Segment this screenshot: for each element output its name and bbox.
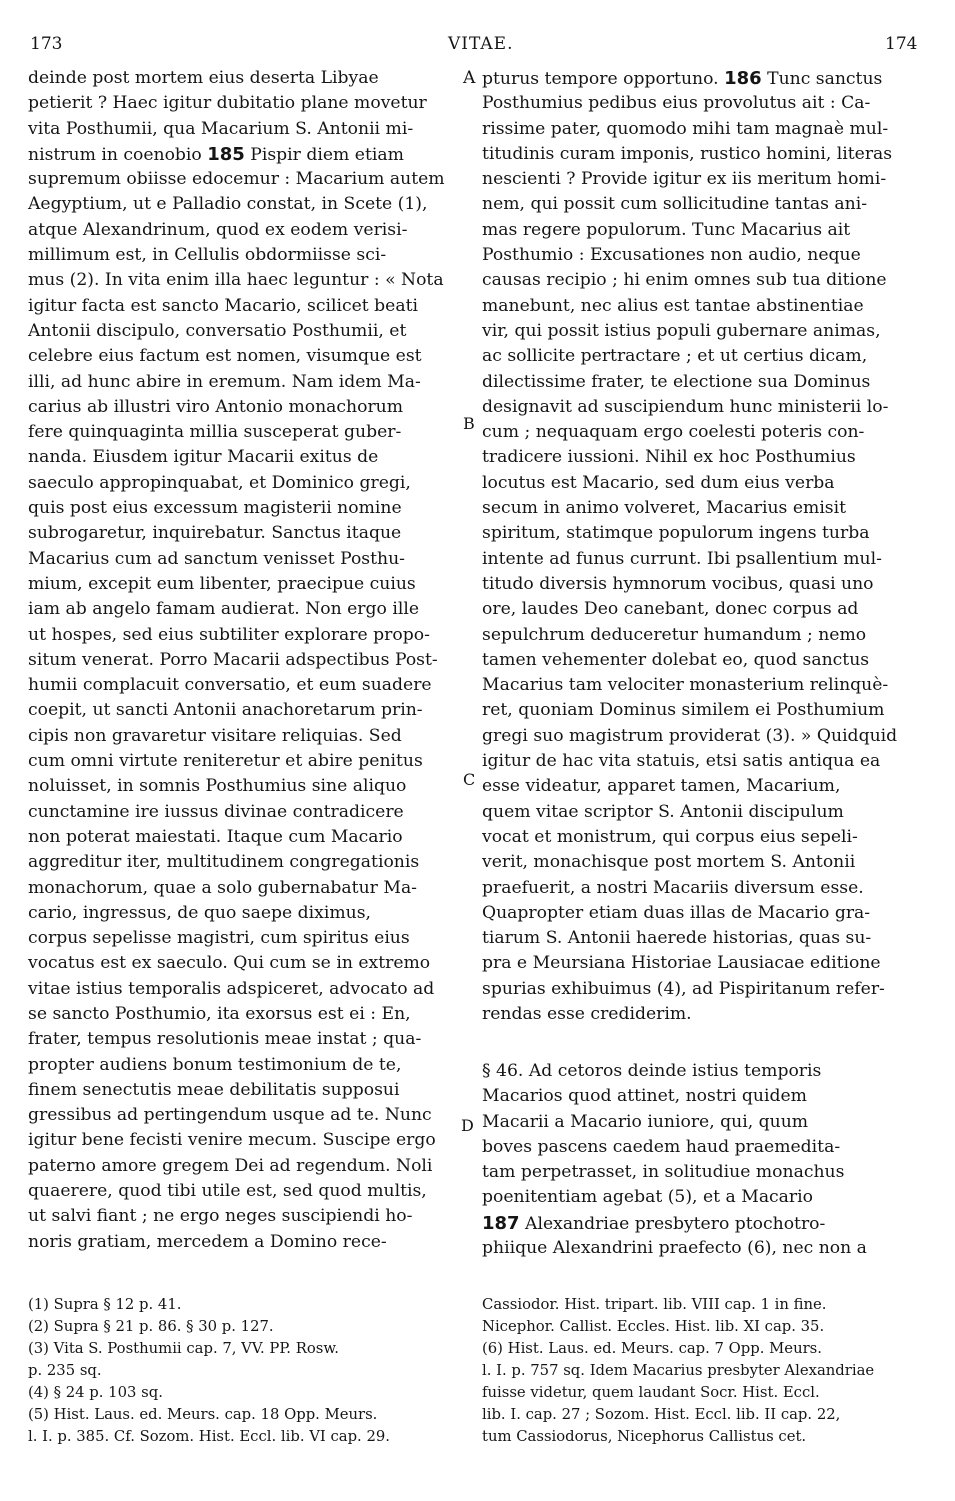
line-text: propter audiens bonum testimonium de te, xyxy=(28,1054,402,1075)
line-text: (5) Hist. Laus. ed. Meurs. cap. 18 Opp. Meurs. xyxy=(28,1406,378,1423)
line-text: se sancto Posthumio, ita exorsus est ei : En, xyxy=(28,1003,411,1024)
text-line xyxy=(482,648,915,673)
line-text: p. 235 sq. xyxy=(28,1362,102,1379)
text-line xyxy=(482,1084,915,1109)
text-line xyxy=(28,294,458,319)
text-line xyxy=(28,319,458,344)
footnote-line xyxy=(28,1294,458,1316)
line-text: noluisset, in somnis Posthumius sine aliquo xyxy=(28,776,407,797)
line-text: intente ad funus currunt. Ibi psallentium mul- xyxy=(482,548,882,569)
text-line xyxy=(28,1154,458,1179)
line-text: esse videatur, apparet tamen, Macarium, xyxy=(482,776,841,797)
text-line xyxy=(28,572,458,597)
text-line xyxy=(482,142,915,167)
line-text: Pispir diem etiam xyxy=(244,144,404,165)
text-line xyxy=(28,1103,458,1128)
line-text: l. I. p. 385. Cf. Sozom. Hist. Eccl. lib. VI cap. 29. xyxy=(28,1428,390,1445)
text-line xyxy=(482,698,915,723)
line-text: (2) Supra § 21 p. 86. § 30 p. 127. xyxy=(28,1318,274,1335)
line-text: § 46. Ad cetoros deinde istius temporis xyxy=(482,1061,822,1081)
line-text: fere quinquaginta millia susceperat guber- xyxy=(28,422,402,443)
text-line xyxy=(482,268,915,293)
text-line xyxy=(28,218,458,243)
text-line xyxy=(482,977,915,1002)
line-text: vita Posthumii, qua Macarium S. Antonii mi- xyxy=(28,118,414,139)
text-line xyxy=(28,850,458,875)
section-number: 186 xyxy=(724,68,762,89)
text-line xyxy=(482,800,915,825)
footnote-line xyxy=(28,1382,458,1404)
text-line xyxy=(28,648,458,673)
line-text: ut salvi fiant ; ne ergo neges suscipiendi ho- xyxy=(28,1206,413,1227)
line-text: cipis non gravaretur visitare reliquias. Sed xyxy=(28,725,402,746)
line-text: atque Alexandrinum, quod ex eodem verisi- xyxy=(28,219,408,240)
line-text: frater, tempus resolutionis meae instat ; qua- xyxy=(28,1029,422,1050)
line-text: verit, monachisque post mortem S. Antonii xyxy=(482,852,856,873)
text-line xyxy=(482,471,915,496)
text-line xyxy=(482,117,915,142)
text-line xyxy=(482,521,915,546)
text-line xyxy=(28,268,458,293)
line-text: l. I. p. 757 sq. Idem Macarius presbyter Alexandriae xyxy=(482,1362,875,1379)
text-line xyxy=(482,91,915,116)
footnote-line xyxy=(482,1338,915,1360)
line-text: (6) Hist. Laus. ed. Meurs. cap. 7 Opp. Meurs. xyxy=(482,1340,822,1357)
right-column-text xyxy=(482,66,915,1027)
section-number: 185 xyxy=(207,143,245,165)
line-text: quaerere, quod tibi utile est, sed quod multis, xyxy=(28,1181,427,1202)
line-text: spurias exhibuimus (4), ad Pispiritanum refer- xyxy=(482,978,885,999)
line-text: quem vitae scriptor S. Antonii discipulum xyxy=(482,801,844,822)
text-line xyxy=(482,218,915,243)
line-text: igitur de hac vita statuis, etsi satis antiqua ea xyxy=(482,751,881,772)
line-text: titudinis curam imponis, rustico homini, literas xyxy=(482,143,893,164)
line-text: (3) Vita S. Posthumii cap. 7, VV. PP. Rosw. xyxy=(28,1340,339,1357)
line-text: secum in animo volveret, Macarius emisit xyxy=(482,498,847,519)
line-text: iam ab angelo famam audierat. Non ergo ille xyxy=(28,599,419,620)
text-line xyxy=(28,167,458,192)
text-line xyxy=(482,876,915,901)
line-text: Antonii discipulo, conversatio Posthumii, et xyxy=(28,320,407,341)
text-line xyxy=(28,243,458,268)
line-text: vocat et monistrum, qui corpus eius sepeli- xyxy=(482,826,858,847)
text-line xyxy=(28,926,458,951)
line-text: pra e Meursiana Historiae Lausiacae editione xyxy=(482,953,881,974)
text-line xyxy=(28,496,458,521)
line-text: quis post eius excessum magisterii nomine xyxy=(28,498,402,519)
text-line xyxy=(482,66,915,91)
text-line xyxy=(28,825,458,850)
line-text: phiique Alexandrini praefecto (6), nec non a xyxy=(482,1238,867,1259)
text-line xyxy=(28,1230,458,1255)
line-text: ore, laudes Deo canebant, donec corpus ad xyxy=(482,599,859,620)
text-line xyxy=(482,926,915,951)
text-line xyxy=(28,673,458,698)
text-line xyxy=(482,294,915,319)
line-text: celebre eius factum est nomen, visumque est xyxy=(28,346,422,367)
footnote-line xyxy=(482,1404,915,1426)
line-text: finem senectutis meae debilitatis supposui xyxy=(28,1079,400,1100)
text-line xyxy=(482,724,915,749)
footnote-line xyxy=(28,1426,458,1448)
line-text: pturus tempore opportuno. xyxy=(482,69,725,89)
line-text: humii complacuit conversatio, et eum suadere xyxy=(28,675,432,696)
line-text: ret, quoniam Dominus similem ei Posthumium xyxy=(482,700,885,721)
line-text: corpus sepelisse magistri, cum spiritus eius xyxy=(28,928,410,949)
margin-letter-b: B xyxy=(463,414,475,433)
line-text: gressibus ad pertingendum usque ad te. Nunc xyxy=(28,1105,432,1126)
line-text: gregi suo magistrum providerat (3). » Quidquid xyxy=(482,725,898,746)
line-text: praefuerit, a nostri Macariis diversum esse. xyxy=(482,877,864,898)
line-text: nanda. Eiusdem igitur Macarii exitus de xyxy=(28,447,379,468)
line-text: boves pascens caedem haud praemedita- xyxy=(482,1136,841,1157)
line-text: aggreditur iter, multitudinem congregationis xyxy=(28,852,420,873)
text-line xyxy=(28,420,458,445)
line-text: Macarios quod attinet, nostri quidem xyxy=(482,1086,807,1107)
line-text: monachorum, quae a solo gubernabatur Ma- xyxy=(28,877,417,898)
line-text: manebunt, nec alius est tantae abstinentiae xyxy=(482,295,864,316)
line-text: Nicephor. Callist. Eccles. Hist. lib. XI cap. 35. xyxy=(482,1318,825,1335)
section-number: 187 xyxy=(482,1212,520,1234)
line-text: Posthumio : Excusationes non audio, neque xyxy=(482,245,861,266)
text-line xyxy=(28,1027,458,1052)
text-line xyxy=(28,142,458,167)
text-line xyxy=(28,698,458,723)
text-line xyxy=(482,547,915,572)
text-line xyxy=(482,1135,915,1160)
line-text: coepit, ut sancti Antonii anachoretarum prin- xyxy=(28,700,423,721)
line-text: noris gratiam, mercedem a Domino rece- xyxy=(28,1231,387,1252)
line-text: designavit ad suscipiendum hunc ministerii lo- xyxy=(482,396,889,417)
text-line xyxy=(482,623,915,648)
line-text: cario, ingressus, de quo saepe diximus, xyxy=(28,902,372,923)
text-line xyxy=(482,445,915,470)
text-line xyxy=(482,1236,915,1261)
line-text: petierit ? Haec igitur dubitatio plane movetur xyxy=(28,93,427,114)
text-line xyxy=(28,800,458,825)
text-line xyxy=(482,1110,915,1135)
text-line xyxy=(28,117,458,142)
text-line xyxy=(28,1002,458,1027)
line-text: sepulchrum deduceretur humandum ; nemo xyxy=(482,624,867,645)
line-text: ac sollicite pertractare ; et ut certius dicam, xyxy=(482,346,868,367)
line-text: Quapropter etiam duas illas de Macario gra- xyxy=(482,902,871,923)
text-line xyxy=(28,597,458,622)
line-text: cum ; nequaquam ergo coelesti poteris con- xyxy=(482,422,865,443)
line-text: nem, qui possit cum sollicitudine tantas ani- xyxy=(482,194,868,215)
line-text: causas recipio ; hi enim omnes sub tua ditione xyxy=(482,270,887,291)
text-line xyxy=(482,1002,915,1027)
text-line xyxy=(482,749,915,774)
line-text: vitae istius temporalis adspiceret, advocato ad xyxy=(28,978,435,999)
footnote-line xyxy=(482,1426,915,1448)
line-text: igitur facta est sancto Macario, scilicet beati xyxy=(28,295,418,316)
line-text: Posthumius pedibus eius provolutus ait : Ca- xyxy=(482,93,871,114)
text-line xyxy=(482,1059,915,1084)
line-text: subrogaretur, inquirebatur. Sanctus itaque xyxy=(28,523,402,544)
line-text: supremum obiisse edocemur : Macarium autem xyxy=(28,169,445,190)
right-column-section-46 xyxy=(482,1059,915,1261)
text-line xyxy=(28,547,458,572)
line-text: vocatus est ex saeculo. Qui cum se in extremo xyxy=(28,953,431,974)
line-text: tradicere iussioni. Nihil ex hoc Posthumius xyxy=(482,447,856,468)
text-line xyxy=(482,395,915,420)
text-line xyxy=(482,344,915,369)
text-line xyxy=(482,597,915,622)
footnote-line xyxy=(28,1404,458,1426)
line-text: millimum est, in Cellulis obdormiisse sci- xyxy=(28,245,387,266)
line-text: (1) Supra § 12 p. 41. xyxy=(28,1296,182,1313)
text-line xyxy=(482,774,915,799)
left-column-text xyxy=(28,66,458,1255)
text-line xyxy=(482,1185,915,1210)
text-line xyxy=(28,1204,458,1229)
text-line xyxy=(28,749,458,774)
line-text: Macarius cum ad sanctum venisset Posthu- xyxy=(28,548,405,569)
line-text: fuisse videtur, quem laudant Socr. Hist. Eccl. xyxy=(482,1384,820,1401)
footnote-line xyxy=(482,1316,915,1338)
page-number-right: 174 xyxy=(885,34,918,54)
line-text: Tunc sanctus xyxy=(761,69,883,89)
text-line xyxy=(28,1053,458,1078)
text-line xyxy=(482,951,915,976)
line-text: carius ab illustri viro Antonio monachorum xyxy=(28,396,404,417)
text-line xyxy=(28,724,458,749)
text-line xyxy=(28,1179,458,1204)
line-text: Macarius tam velociter monasterium relinquè- xyxy=(482,675,889,696)
text-line xyxy=(482,167,915,192)
text-line xyxy=(482,850,915,875)
text-line xyxy=(28,951,458,976)
text-line xyxy=(482,243,915,268)
line-text: cunctamine ire iussus divinae contradicere xyxy=(28,801,404,822)
line-text: Cassiodor. Hist. tripart. lib. VIII cap. 1 in fine. xyxy=(482,1296,827,1313)
footnote-line xyxy=(482,1360,915,1382)
text-line xyxy=(482,1211,915,1236)
line-text: Macarii a Macario iuniore, qui, quum xyxy=(482,1111,809,1132)
footnote-line xyxy=(28,1338,458,1360)
running-title: VITAE. xyxy=(448,34,514,54)
text-line xyxy=(28,901,458,926)
footnote-line xyxy=(482,1382,915,1404)
line-text: cum omni virtute reniteretur et abire penitus xyxy=(28,751,423,772)
text-line xyxy=(28,370,458,395)
text-line xyxy=(28,445,458,470)
line-text: ut hospes, sed eius subtiliter explorare propo- xyxy=(28,624,430,645)
line-text: locutus est Macario, sed dum eius verba xyxy=(482,472,835,493)
line-text: lib. I. cap. 27 ; Sozom. Hist. Eccl. lib. II cap. 22, xyxy=(482,1406,841,1423)
line-text: rendas esse crediderim. xyxy=(482,1003,692,1024)
footnote-line xyxy=(482,1294,915,1316)
line-text: rissime pater, quomodo mihi tam magnaè mul- xyxy=(482,118,889,139)
text-line xyxy=(482,1160,915,1185)
line-text: Aegyptium, ut e Palladio constat, in Scete (1), xyxy=(28,194,428,215)
text-line xyxy=(28,66,458,91)
text-line xyxy=(28,1078,458,1103)
margin-letter-d: D xyxy=(461,1116,474,1135)
line-text: Alexandriae presbytero ptochotro- xyxy=(519,1213,826,1234)
line-text: vir, qui possit istius populi gubernare animas, xyxy=(482,320,881,341)
text-line xyxy=(28,344,458,369)
line-text: situm venerat. Porro Macarii adspectibus Post- xyxy=(28,649,438,670)
line-text: saeculo appropinquabat, et Dominico gregi, xyxy=(28,472,411,493)
footnote-line xyxy=(28,1316,458,1338)
line-text: titudo diversis hymnorum vocibus, quasi uno xyxy=(482,573,874,594)
text-line xyxy=(28,623,458,648)
text-line xyxy=(28,1128,458,1153)
text-line xyxy=(482,572,915,597)
line-text: (4) § 24 p. 103 sq. xyxy=(28,1384,163,1401)
line-text: tiarum S. Antonii haerede historias, quas su- xyxy=(482,928,872,949)
line-text: poenitentiam agebat (5), et a Macario xyxy=(482,1187,813,1208)
margin-letter-c: C xyxy=(463,770,476,789)
text-line xyxy=(28,395,458,420)
line-text: dilectissime frater, te electione sua Dominus xyxy=(482,371,871,392)
footnotes-left xyxy=(28,1294,458,1448)
line-text: tum Cassiodorus, Nicephorus Callistus cet. xyxy=(482,1428,807,1445)
line-text: spiritum, statimque populorum ingens turba xyxy=(482,523,870,544)
footnotes-right xyxy=(482,1294,915,1448)
line-text: nescienti ? Provide igitur ex iis meritum homi- xyxy=(482,169,887,190)
line-text: mium, excepit eum libenter, praecipue cuius xyxy=(28,573,416,594)
footnote-line xyxy=(28,1360,458,1382)
text-line xyxy=(482,319,915,344)
page-number-left: 173 xyxy=(30,34,63,54)
line-text: igitur bene fecisti venire mecum. Suscipe ergo xyxy=(28,1130,436,1151)
line-text: mus (2). In vita enim illa haec leguntur : « Nota xyxy=(28,270,444,291)
line-text: non poterat maiestati. Itaque cum Macario xyxy=(28,826,403,847)
line-text: illi, ad hunc abire in eremum. Nam idem Ma- xyxy=(28,371,421,392)
text-line xyxy=(28,521,458,546)
text-line xyxy=(482,370,915,395)
text-line xyxy=(482,825,915,850)
line-text: deinde post mortem eius deserta Libyae xyxy=(28,68,379,88)
line-text: mas regere populorum. Tunc Macarius ait xyxy=(482,219,851,240)
text-line xyxy=(482,673,915,698)
text-line xyxy=(28,192,458,217)
line-text: paterno amore gregem Dei ad regendum. Noli xyxy=(28,1155,433,1176)
line-text: nistrum in coenobio xyxy=(28,144,208,165)
text-line xyxy=(482,496,915,521)
text-line xyxy=(482,901,915,926)
text-line xyxy=(28,876,458,901)
line-text: tamen vehementer dolebat eo, quod sanctus xyxy=(482,649,870,670)
text-line xyxy=(28,91,458,116)
text-line xyxy=(482,420,915,445)
text-line xyxy=(28,471,458,496)
text-line xyxy=(482,192,915,217)
text-line xyxy=(28,977,458,1002)
line-text: tam perpetrasset, in solitudiue monachus xyxy=(482,1162,845,1183)
text-line xyxy=(28,774,458,799)
margin-letter-a: A xyxy=(463,68,476,88)
